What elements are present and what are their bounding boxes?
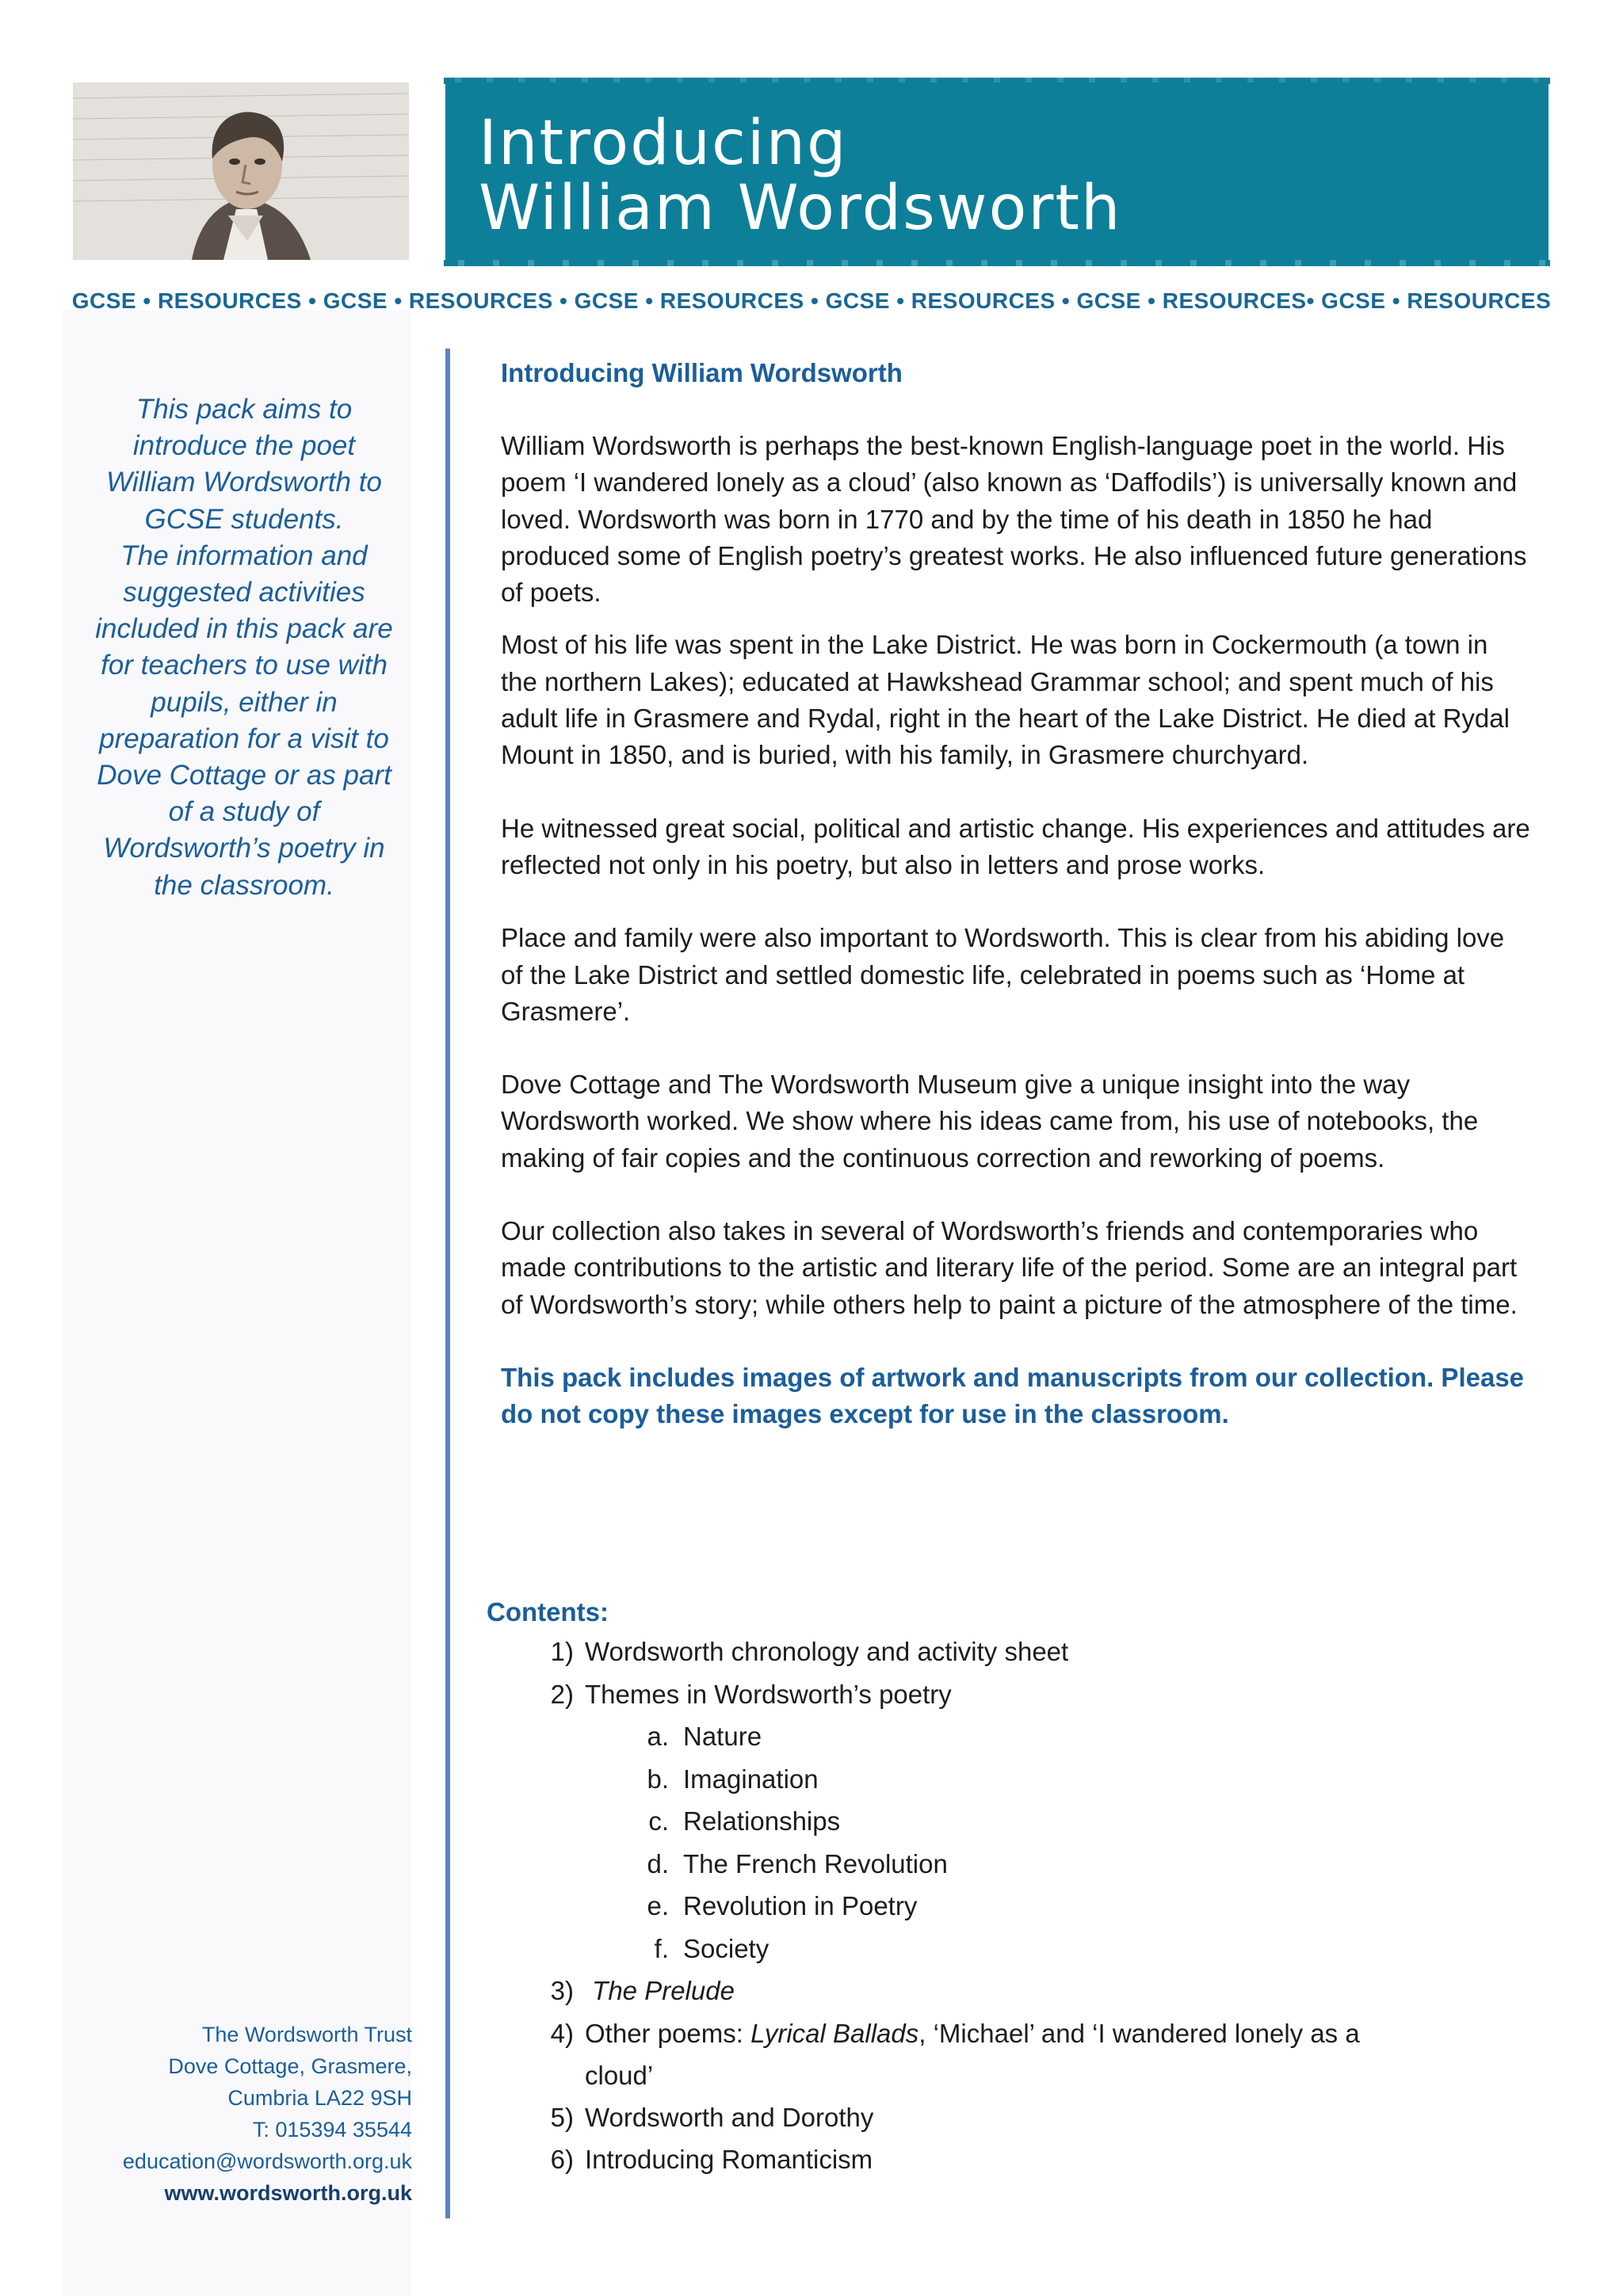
item-text: Wordsworth and Dorothy xyxy=(585,2102,874,2132)
item-text xyxy=(487,1970,1517,2012)
banner-bottom-edge xyxy=(444,260,1550,266)
contact-address xyxy=(63,2019,412,2209)
sub-item-letter: c. xyxy=(648,1806,669,1836)
list-item xyxy=(487,2012,1517,2096)
list-item xyxy=(487,1630,1517,1673)
paragraph-change: He witnessed great social, political and artistic change. His experiences and attitudes are reflected not only in his poetry, but also in letters and prose works. xyxy=(501,813,1530,879)
item-number: 4) xyxy=(550,2018,574,2048)
address-line-1: Dove Cottage, Grasmere, xyxy=(168,2054,412,2078)
sub-item-letter: a. xyxy=(647,1722,669,1751)
copyright-notice: This pack includes images of artwork and manuscripts from our collection. Please do not copy these images except for use in the classroom. xyxy=(501,1362,1525,1429)
section-heading: Introducing William Wordsworth xyxy=(501,358,903,387)
column-divider xyxy=(445,349,450,2218)
list-item xyxy=(487,1970,1517,2012)
gcse-resources-strip: GCSE • RESOURCES • GCSE • RESOURCES • GCSE • RESOURCES • GCSE • RESOURCES • GCSE • RESOURCES• GCSE • RESOURCES xyxy=(71,288,1552,313)
pack-aims-note xyxy=(86,391,403,904)
paragraph-lake-district: Most of his life was spent in the Lake District. He was born in Cockermouth (a town in the northern Lakes); educated at Hawkshead Grammar school; and spent much of his adult life in Grasmere and Rydal, right in the heart of the Lake District. He died at Rydal Mount in 1850, and is buried, with his family, in Grasmere churchyard. xyxy=(501,630,1510,770)
sub-list-item xyxy=(487,1885,1517,1928)
sub-item-text: Society xyxy=(683,1933,769,1963)
title-line-2: William Wordsworth xyxy=(479,173,1122,244)
prelude-title: The Prelude xyxy=(592,1976,735,2005)
list-item xyxy=(487,1673,1517,1716)
sub-item-letter: f. xyxy=(654,1933,669,1963)
main-content xyxy=(501,355,1531,1433)
lyrical-ballads-title: Lyrical Ballads xyxy=(750,2018,919,2048)
website-link[interactable]: www.wordsworth.org.uk xyxy=(164,2181,412,2205)
sub-list-item xyxy=(487,1800,1517,1843)
item-text: Themes in Wordsworth’s poetry xyxy=(585,1679,952,1709)
sub-list-item xyxy=(487,1928,1517,1970)
paragraph-intro: William Wordsworth is perhaps the best-known English-language poet in the world. His poem ‘I wandered lonely as a cloud’ (also known as ‘Daffodils’) is universally known and loved. Wordsworth was born in 1770 and by the time of his death in 1850 he had produced some of English poetry’s greatest works. He also influenced future generations of poets. xyxy=(501,431,1527,608)
title-line-1: Introducing xyxy=(479,108,848,179)
sub-item-letter: b. xyxy=(647,1764,669,1794)
item-number: 1) xyxy=(550,1637,574,1666)
sub-item-text: Imagination xyxy=(683,1764,819,1794)
usage-sentence: The information and suggested activities included in this pack are for teachers to use with pupils, either in preparation for a visit to Dove Cottage or as part of a study of Wordsworth’s poetry in the classroom. xyxy=(95,540,393,901)
list-item xyxy=(487,2138,1517,2181)
paragraph-dove-cottage: Dove Cottage and The Wordsworth Museum give a unique insight into the way Wordsworth worked. We show where his ideas came from, his use of notebooks, the making of fair copies and the continuous correction and reworking of poems. xyxy=(501,1070,1479,1173)
item-number: 3) xyxy=(550,1976,574,2005)
item-text-rest: , ‘Michael’ and ‘I wandered lonely as a cloud’ xyxy=(585,2018,1360,2090)
sub-item-text: Revolution in Poetry xyxy=(683,1891,918,1920)
item-number: 2) xyxy=(550,1679,574,1709)
aims-sentence: This pack aims to introduce the poet William Wordsworth to GCSE students. xyxy=(106,394,382,535)
sub-list-item xyxy=(487,1758,1517,1801)
paragraph-collection: Our collection also takes in several of Wordsworth’s friends and contemporaries who made contributions to the artistic and literary life of the period. Some are an integral part of Wordsworth’s story; while others help to paint a picture of the atmosphere of the time. xyxy=(501,1216,1518,1319)
sub-item-text: Nature xyxy=(683,1722,762,1751)
list-item xyxy=(487,2096,1517,2139)
contents-heading: Contents: xyxy=(487,1597,609,1627)
email-link[interactable]: education@wordsworth.org.uk xyxy=(122,2149,412,2173)
item-text: Wordsworth chronology and activity sheet xyxy=(585,1637,1069,1666)
sub-item-letter: d. xyxy=(647,1848,669,1878)
org-name: The Wordsworth Trust xyxy=(201,2023,412,2046)
sub-item-letter: e. xyxy=(647,1891,669,1920)
phone-number: T: 015394 35544 xyxy=(252,2118,412,2142)
page-title xyxy=(479,108,1122,244)
portrait-engraving xyxy=(73,82,409,260)
wordsworth-portrait xyxy=(73,82,409,260)
item-number: 5) xyxy=(550,2102,574,2132)
contents-list xyxy=(487,1594,1517,2181)
item-text xyxy=(487,2012,1517,2096)
item-text: Introducing Romanticism xyxy=(585,2145,873,2174)
sub-list-item xyxy=(487,1715,1517,1758)
item-number: 6) xyxy=(550,2145,574,2174)
paragraph-place-family: Place and family were also important to Wordsworth. This is clear from his abiding love of the Lake District and settled domestic life, celebrated in poems such as ‘Home at Grasmere’. xyxy=(501,923,1505,1026)
sub-list-item xyxy=(487,1843,1517,1886)
item-text-lead: Other poems: xyxy=(585,2018,751,2048)
sub-item-text: Relationships xyxy=(683,1806,841,1836)
address-line-2: Cumbria LA22 9SH xyxy=(227,2086,412,2110)
sub-item-text: The French Revolution xyxy=(683,1848,948,1878)
